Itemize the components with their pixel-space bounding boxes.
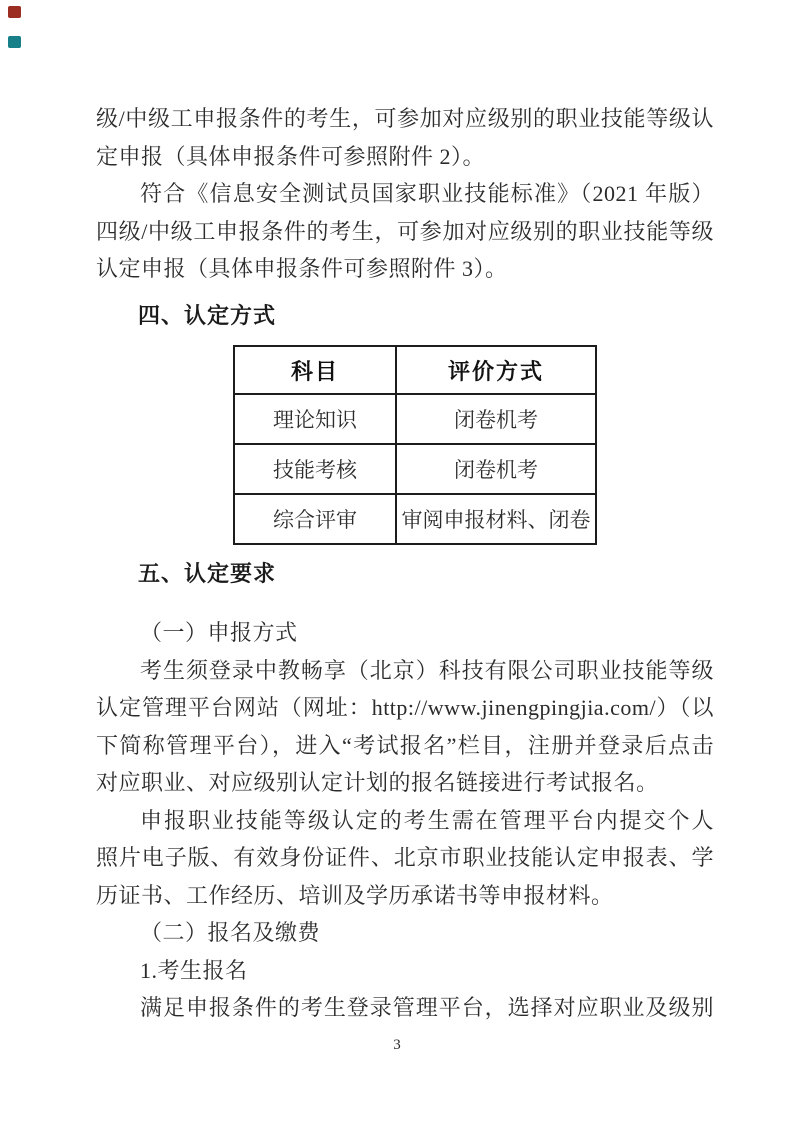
- table-cell-subject: 理论知识: [234, 394, 396, 444]
- red-square-marker: [8, 6, 21, 18]
- text-line: 四级/中级工申报条件的考生，可参加对应级别的职业技能等级: [96, 218, 714, 244]
- text-line: 认定管理平台网站（网址：http://www.jinengpingjia.com/）（以: [96, 695, 714, 720]
- text-line: 定申报（具体申报条件可参照附件 2）。: [96, 143, 486, 169]
- text-line: 满足申报条件的考生登录管理平台，选择对应职业及级别: [140, 995, 714, 1020]
- text-line: 符合《信息安全测试员国家职业技能标准》（2021 年版）: [140, 181, 714, 206]
- section-heading-4: 四、认定方式: [138, 303, 277, 328]
- table-cell-method: 审阅申报材料、闭卷: [396, 494, 596, 544]
- table-header-row: [234, 346, 596, 394]
- table-header-subject: 科目: [234, 346, 396, 394]
- text-line: 下简称管理平台），进入“考试报名”栏目，注册并登录后点击: [96, 732, 714, 758]
- text-line: （二）报名及缴费: [140, 920, 321, 945]
- table-cell-method: 闭卷机考: [396, 444, 596, 494]
- text-line: 认定申报（具体申报条件可参照附件 3）。: [96, 256, 508, 281]
- table-cell-method: 闭卷机考: [396, 394, 596, 444]
- intro-paragraphs: [96, 100, 714, 288]
- table-header-method: 评价方式: [396, 346, 596, 394]
- text-line: 申报职业技能等级认定的考生需在管理平台内提交个人: [140, 807, 714, 833]
- table-cell-subject: 技能考核: [234, 444, 396, 494]
- section-heading-5: 五、认定要求: [138, 561, 277, 586]
- text-line: 照片电子版、有效身份证件、北京市职业技能认定申报表、学: [96, 845, 714, 870]
- table-row: [234, 494, 596, 544]
- text-line: 级/中级工申报条件的考生，可参加对应级别的职业技能等级认: [96, 106, 714, 131]
- section5-paragraphs: [96, 614, 714, 1027]
- table-row: [234, 394, 596, 444]
- table-row: [234, 444, 596, 494]
- text-line: 考生须登录中教畅享（北京）科技有限公司职业技能等级: [140, 657, 714, 683]
- text-line: （一）申报方式: [140, 620, 298, 645]
- text-line: 1.考生报名: [140, 957, 248, 983]
- teal-square-marker: [8, 36, 21, 48]
- text-line: 历证书、工作经历、培训及学历承诺书等申报材料。: [96, 882, 614, 908]
- table-cell-subject: 综合评审: [234, 494, 396, 544]
- text-line: 对应职业、对应级别认定计划的报名链接进行考试报名。: [96, 770, 659, 795]
- page-number: 3: [393, 1037, 401, 1053]
- assessment-method-table: [233, 345, 597, 545]
